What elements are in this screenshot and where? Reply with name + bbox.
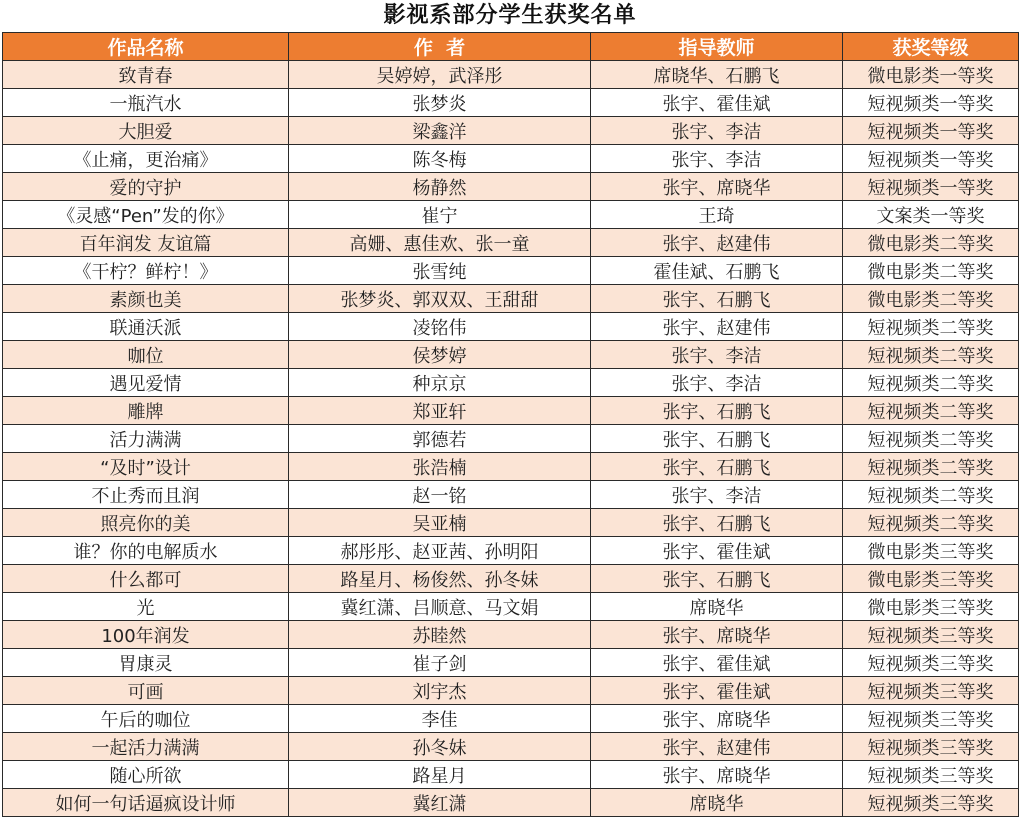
table-row [3, 593, 1019, 621]
cell-award-level: 短视频类二等奖 [843, 509, 1019, 537]
cell-author: 郝彤彤、赵亚茜、孙明阳 [289, 537, 591, 565]
cell-author: 李佳 [289, 705, 591, 733]
cell-advisor: 张宇、石鹏飞 [591, 509, 843, 537]
cell-advisor: 张宇、李洁 [591, 117, 843, 145]
cell-author: 崔子剑 [289, 649, 591, 677]
table-row [3, 117, 1019, 145]
cell-advisor: 张宇、石鹏飞 [591, 565, 843, 593]
cell-award-level: 短视频类一等奖 [843, 117, 1019, 145]
cell-work-name: 一起活力满满 [3, 733, 289, 761]
cell-work-name: 《灵感“Pen”发的你》 [3, 201, 289, 229]
cell-author: 崔宁 [289, 201, 591, 229]
header-advisor: 指导教师 [591, 33, 843, 61]
table-row [3, 733, 1019, 761]
cell-author: 吴婷婷，武泽彤 [289, 61, 591, 89]
cell-work-name: 随心所欲 [3, 761, 289, 789]
cell-work-name: 午后的咖位 [3, 705, 289, 733]
cell-award-level: 微电影类三等奖 [843, 593, 1019, 621]
cell-author: 梁鑫洋 [289, 117, 591, 145]
cell-work-name: 遇见爱情 [3, 369, 289, 397]
cell-work-name: 一瓶汽水 [3, 89, 289, 117]
cell-advisor: 张宇、席晓华 [591, 761, 843, 789]
cell-work-name: 《止痛，更治痛》 [3, 145, 289, 173]
header-work-name: 作品名称 [3, 33, 289, 61]
cell-work-name: “及时”设计 [3, 453, 289, 481]
table-row [3, 649, 1019, 677]
cell-work-name: 咖位 [3, 341, 289, 369]
cell-author: 张雪纯 [289, 257, 591, 285]
cell-advisor: 张宇、石鹏飞 [591, 453, 843, 481]
cell-advisor: 张宇、霍佳斌 [591, 537, 843, 565]
award-table [2, 32, 1019, 817]
cell-author: 郭德若 [289, 425, 591, 453]
cell-award-level: 短视频类一等奖 [843, 89, 1019, 117]
cell-work-name: 照亮你的美 [3, 509, 289, 537]
cell-advisor: 霍佳斌、石鹏飞 [591, 257, 843, 285]
cell-award-level: 短视频类二等奖 [843, 425, 1019, 453]
cell-work-name: 致青春 [3, 61, 289, 89]
table-row [3, 705, 1019, 733]
cell-advisor: 席晓华 [591, 593, 843, 621]
table-row [3, 173, 1019, 201]
cell-award-level: 短视频类二等奖 [843, 341, 1019, 369]
cell-author: 张浩楠 [289, 453, 591, 481]
cell-author: 张梦炎 [289, 89, 591, 117]
table-row [3, 621, 1019, 649]
table-row [3, 565, 1019, 593]
table-row [3, 61, 1019, 89]
cell-advisor: 张宇、霍佳斌 [591, 649, 843, 677]
cell-advisor: 席晓华、石鹏飞 [591, 61, 843, 89]
table-row [3, 341, 1019, 369]
cell-author: 侯梦婷 [289, 341, 591, 369]
cell-author: 苏睦然 [289, 621, 591, 649]
cell-author: 种京京 [289, 369, 591, 397]
header-author: 作 者 [289, 33, 591, 61]
table-row [3, 453, 1019, 481]
cell-work-name: 雕牌 [3, 397, 289, 425]
cell-award-level: 短视频类三等奖 [843, 649, 1019, 677]
table-row [3, 285, 1019, 313]
cell-award-level: 短视频类一等奖 [843, 173, 1019, 201]
cell-award-level: 短视频类三等奖 [843, 789, 1019, 817]
cell-advisor: 张宇、石鹏飞 [591, 397, 843, 425]
cell-advisor: 王琦 [591, 201, 843, 229]
cell-advisor: 张宇、石鹏飞 [591, 285, 843, 313]
cell-advisor: 张宇、赵建伟 [591, 313, 843, 341]
cell-work-name: 如何一句话逼疯设计师 [3, 789, 289, 817]
cell-work-name: 可画 [3, 677, 289, 705]
cell-award-level: 短视频类三等奖 [843, 621, 1019, 649]
cell-advisor: 席晓华 [591, 789, 843, 817]
table-row [3, 229, 1019, 257]
table-row [3, 257, 1019, 285]
cell-advisor: 张宇、石鹏飞 [591, 425, 843, 453]
cell-work-name: 大胆爱 [3, 117, 289, 145]
table-row [3, 509, 1019, 537]
cell-award-level: 短视频类三等奖 [843, 733, 1019, 761]
cell-advisor: 张宇、赵建伟 [591, 733, 843, 761]
cell-work-name: 活力满满 [3, 425, 289, 453]
cell-award-level: 短视频类二等奖 [843, 397, 1019, 425]
cell-advisor: 张宇、李洁 [591, 341, 843, 369]
cell-work-name: 胃康灵 [3, 649, 289, 677]
sheet-title: 影视系部分学生获奖名单 [383, 3, 637, 28]
cell-work-name: 不止秀而且润 [3, 481, 289, 509]
table-row [3, 397, 1019, 425]
cell-award-level: 微电影类三等奖 [843, 565, 1019, 593]
cell-work-name: 联通沃派 [3, 313, 289, 341]
cell-author: 张梦炎、郭双双、王甜甜 [289, 285, 591, 313]
cell-work-name: 什么都可 [3, 565, 289, 593]
cell-author: 高姗、惠佳欢、张一童 [289, 229, 591, 257]
cell-award-level: 微电影类三等奖 [843, 537, 1019, 565]
cell-award-level: 文案类一等奖 [843, 201, 1019, 229]
cell-author: 吴亚楠 [289, 509, 591, 537]
cell-advisor: 张宇、李洁 [591, 145, 843, 173]
cell-work-name: 百年润发 友谊篇 [3, 229, 289, 257]
cell-award-level: 短视频类三等奖 [843, 705, 1019, 733]
cell-advisor: 张宇、赵建伟 [591, 229, 843, 257]
cell-award-level: 微电影类二等奖 [843, 257, 1019, 285]
cell-advisor: 张宇、席晓华 [591, 705, 843, 733]
cell-author: 冀红潇、吕顺意、马文娟 [289, 593, 591, 621]
cell-author: 赵一铭 [289, 481, 591, 509]
cell-work-name: 光 [3, 593, 289, 621]
table-row [3, 313, 1019, 341]
cell-advisor: 张宇、李洁 [591, 481, 843, 509]
cell-work-name: 谁？你的电解质水 [3, 537, 289, 565]
cell-award-level: 短视频类二等奖 [843, 481, 1019, 509]
cell-award-level: 短视频类一等奖 [843, 145, 1019, 173]
table-row [3, 677, 1019, 705]
cell-advisor: 张宇、席晓华 [591, 621, 843, 649]
table-row [3, 145, 1019, 173]
cell-award-level: 短视频类二等奖 [843, 369, 1019, 397]
header-row [3, 33, 1019, 61]
cell-author: 刘宇杰 [289, 677, 591, 705]
cell-award-level: 短视频类二等奖 [843, 313, 1019, 341]
table-row [3, 369, 1019, 397]
cell-advisor: 张宇、席晓华 [591, 173, 843, 201]
cell-work-name: 100年润发 [3, 621, 289, 649]
cell-author: 杨静然 [289, 173, 591, 201]
table-row [3, 537, 1019, 565]
cell-award-level: 短视频类三等奖 [843, 761, 1019, 789]
cell-award-level: 微电影类二等奖 [843, 229, 1019, 257]
header-award-level: 获奖等级 [843, 33, 1019, 61]
table-row [3, 89, 1019, 117]
cell-author: 凌铭伟 [289, 313, 591, 341]
table-body [3, 61, 1019, 817]
table-row [3, 789, 1019, 817]
table-row [3, 425, 1019, 453]
cell-author: 路星月 [289, 761, 591, 789]
table-row [3, 201, 1019, 229]
cell-author: 陈冬梅 [289, 145, 591, 173]
table-row [3, 761, 1019, 789]
cell-author: 孙冬妹 [289, 733, 591, 761]
cell-advisor: 张宇、霍佳斌 [591, 677, 843, 705]
cell-advisor: 张宇、霍佳斌 [591, 89, 843, 117]
cell-award-level: 微电影类一等奖 [843, 61, 1019, 89]
award-sheet [2, 0, 1018, 817]
cell-work-name: 《干柠？鲜柠！》 [3, 257, 289, 285]
cell-award-level: 短视频类二等奖 [843, 453, 1019, 481]
cell-award-level: 短视频类三等奖 [843, 677, 1019, 705]
cell-author: 郑亚轩 [289, 397, 591, 425]
cell-author: 冀红潇 [289, 789, 591, 817]
table-row [3, 481, 1019, 509]
cell-advisor: 张宇、李洁 [591, 369, 843, 397]
cell-work-name: 爱的守护 [3, 173, 289, 201]
cell-award-level: 微电影类二等奖 [843, 285, 1019, 313]
cell-author: 路星月、杨俊然、孙冬妹 [289, 565, 591, 593]
cell-work-name: 素颜也美 [3, 285, 289, 313]
